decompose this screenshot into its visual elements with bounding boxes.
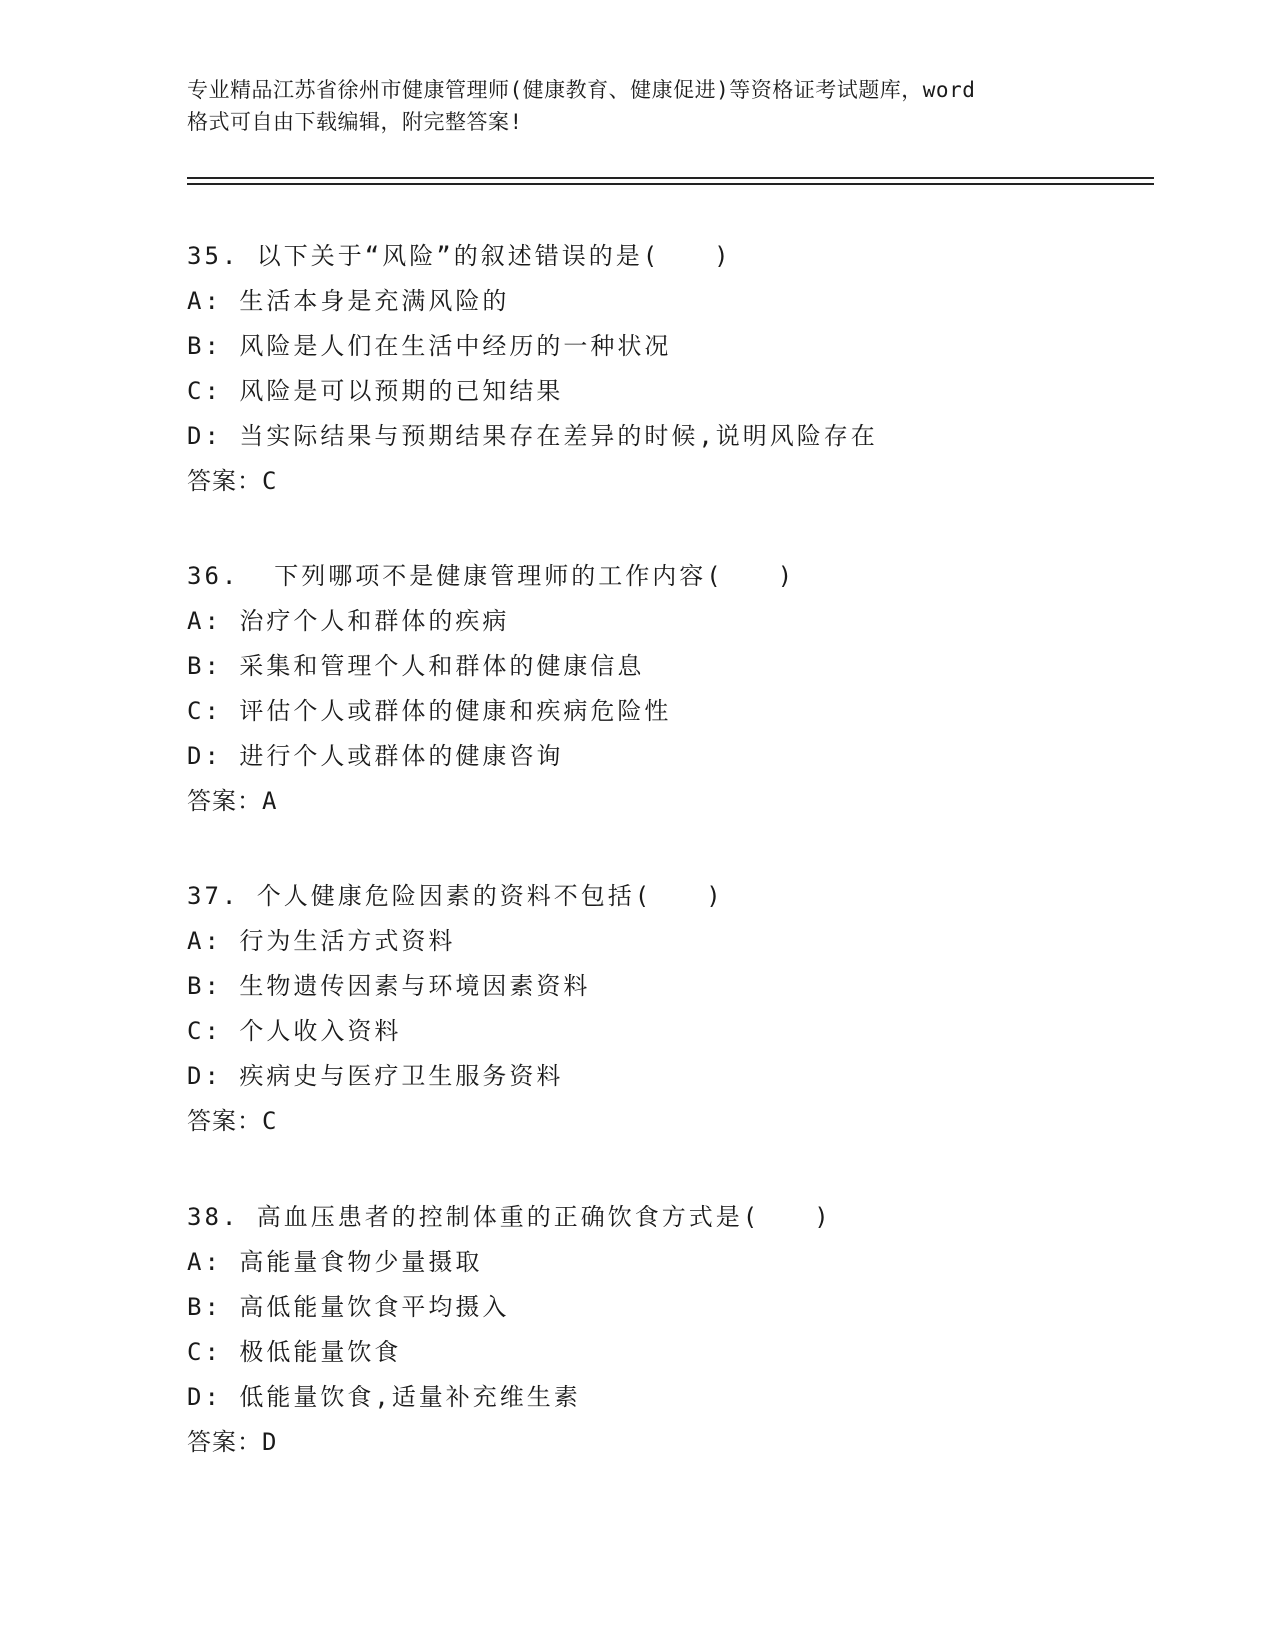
answer-label: 答案： (187, 1107, 262, 1135)
question-37 (187, 874, 1147, 1144)
document-header (187, 74, 1087, 138)
question-35 (187, 234, 1147, 504)
answer-value: C (262, 1107, 278, 1135)
header-line-1: 专业精品江苏省徐州市健康管理师(健康教育、健康促进)等资格证考试题库，word (187, 78, 976, 102)
option-b: B: 高低能量饮食平均摄入 (187, 1293, 510, 1321)
answer-line (187, 779, 1147, 824)
option-a: A: 生活本身是充满风险的 (187, 287, 510, 315)
answer-label: 答案： (187, 787, 262, 815)
answer-value: C (262, 467, 278, 495)
answer-label: 答案： (187, 467, 262, 495)
question-stem: 36. 下列哪项不是健康管理师的工作内容( ) (187, 562, 796, 590)
option-c: C: 极低能量饮食 (187, 1338, 402, 1366)
question-36 (187, 554, 1147, 824)
option-b: B: 生物遗传因素与环境因素资料 (187, 972, 591, 1000)
option-a: A: 行为生活方式资料 (187, 927, 456, 955)
option-a: A: 治疗个人和群体的疾病 (187, 607, 510, 635)
question-38 (187, 1195, 1147, 1465)
option-d: D: 进行个人或群体的健康咨询 (187, 742, 564, 770)
option-a: A: 高能量食物少量摄取 (187, 1248, 483, 1276)
header-line-2: 格式可自由下载编辑，附完整答案! (187, 110, 523, 134)
option-c: C: 评估个人或群体的健康和疾病危险性 (187, 697, 672, 725)
option-d: D: 疾病史与医疗卫生服务资料 (187, 1062, 564, 1090)
answer-line (187, 1420, 1147, 1465)
option-d: D: 当实际结果与预期结果存在差异的时候,说明风险存在 (187, 422, 878, 450)
answer-line (187, 459, 1147, 504)
option-d: D: 低能量饮食,适量补充维生素 (187, 1383, 581, 1411)
option-c: C: 风险是可以预期的已知结果 (187, 377, 564, 405)
option-b: B: 风险是人们在生活中经历的一种状况 (187, 332, 672, 360)
header-divider-top (187, 177, 1154, 179)
answer-label: 答案： (187, 1428, 262, 1456)
answer-value: A (262, 787, 278, 815)
option-c: C: 个人收入资料 (187, 1017, 402, 1045)
question-stem: 37. 个人健康危险因素的资料不包括( ) (187, 882, 724, 910)
answer-value: D (262, 1428, 278, 1456)
option-b: B: 采集和管理个人和群体的健康信息 (187, 652, 645, 680)
question-stem: 35. 以下关于“风险”的叙述错误的是( ) (187, 242, 732, 270)
answer-line (187, 1099, 1147, 1144)
question-stem: 38. 高血压患者的控制体重的正确饮食方式是( ) (187, 1203, 832, 1231)
header-divider-bottom (187, 183, 1154, 185)
